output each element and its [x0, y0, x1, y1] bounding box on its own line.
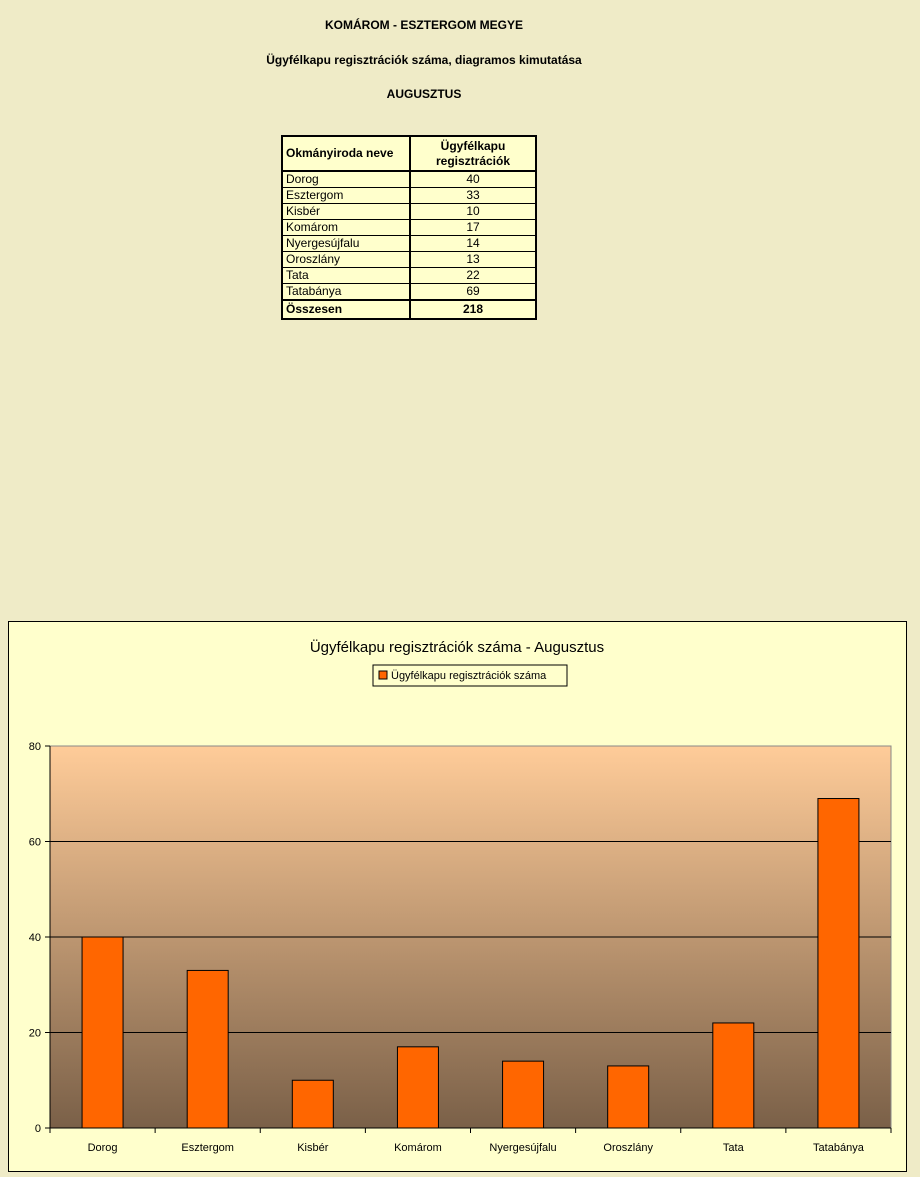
bar — [292, 1080, 333, 1128]
office-name: Tatabánya — [282, 284, 410, 301]
x-axis — [50, 1128, 891, 1154]
table-header-row — [282, 136, 536, 171]
bar — [187, 970, 228, 1128]
bar — [608, 1066, 649, 1128]
office-value: 10 — [410, 204, 536, 220]
office-name: Oroszlány — [282, 252, 410, 268]
chart-area — [8, 621, 907, 1172]
office-value: 13 — [410, 252, 536, 268]
bar-chart — [9, 622, 906, 1171]
office-value: 14 — [410, 236, 536, 252]
y-tick-label: 60 — [28, 836, 41, 849]
x-tick-label: Tata — [722, 1142, 744, 1154]
bar — [397, 1047, 438, 1128]
y-tick-label: 40 — [28, 932, 41, 944]
x-tick-label: Esztergom — [181, 1142, 234, 1154]
table-row — [282, 171, 536, 188]
office-name-header: Okmányiroda neve — [282, 136, 410, 171]
office-value: 69 — [410, 284, 536, 301]
registrations-header-line1: Ügyfélkapu — [440, 138, 506, 153]
x-tick-label: Kisbér — [297, 1142, 329, 1154]
month-title: AUGUSZTUS — [386, 87, 462, 101]
office-value: 33 — [410, 188, 536, 204]
legend-swatch — [379, 671, 387, 679]
table-row — [282, 188, 536, 204]
total-row — [282, 300, 536, 319]
y-axis — [29, 741, 50, 1135]
total-value: 218 — [410, 300, 536, 319]
office-value: 40 — [410, 171, 536, 188]
x-tick-label: Dorog — [87, 1142, 118, 1154]
table-row — [282, 268, 536, 284]
table-row — [282, 204, 536, 220]
table-row — [282, 236, 536, 252]
chart-legend — [373, 665, 567, 686]
registrations-table — [281, 135, 537, 320]
report-subtitle: Ügyfélkapu regisztrációk száma, diagramos kimutatása — [266, 53, 582, 67]
y-tick-label: 80 — [28, 741, 41, 753]
bar — [713, 1023, 754, 1128]
county-title: KOMÁROM - ESZTERGOM MEGYE — [325, 18, 523, 32]
office-name: Esztergom — [282, 188, 410, 204]
x-tick-label: Oroszlány — [603, 1142, 653, 1154]
office-value: 17 — [410, 220, 536, 236]
y-tick-label: 20 — [28, 1027, 41, 1040]
office-name: Tata — [282, 268, 410, 284]
office-value: 22 — [410, 268, 536, 284]
x-tick-label: Nyergesújfalu — [489, 1142, 557, 1154]
total-label: Összesen — [282, 300, 410, 319]
office-name: Nyergesújfalu — [282, 236, 410, 252]
table-row — [282, 284, 536, 301]
registrations-header-line2: regisztrációk — [435, 153, 511, 168]
y-tick-label: 0 — [34, 1123, 41, 1135]
legend-label: Ügyfélkapu regisztrációk száma — [391, 670, 547, 682]
table-row — [282, 252, 536, 268]
bar — [818, 799, 859, 1128]
office-name: Komárom — [282, 220, 410, 236]
table-row — [282, 220, 536, 236]
chart-title: Ügyfélkapu regisztrációk száma - Augusztus — [309, 639, 605, 656]
bar — [82, 937, 123, 1128]
registrations-header — [410, 136, 536, 171]
x-tick-label: Tatabánya — [813, 1142, 864, 1154]
office-name: Kisbér — [282, 204, 410, 220]
office-name: Dorog — [282, 171, 410, 188]
bar — [503, 1061, 544, 1128]
x-tick-label: Komárom — [394, 1142, 442, 1154]
